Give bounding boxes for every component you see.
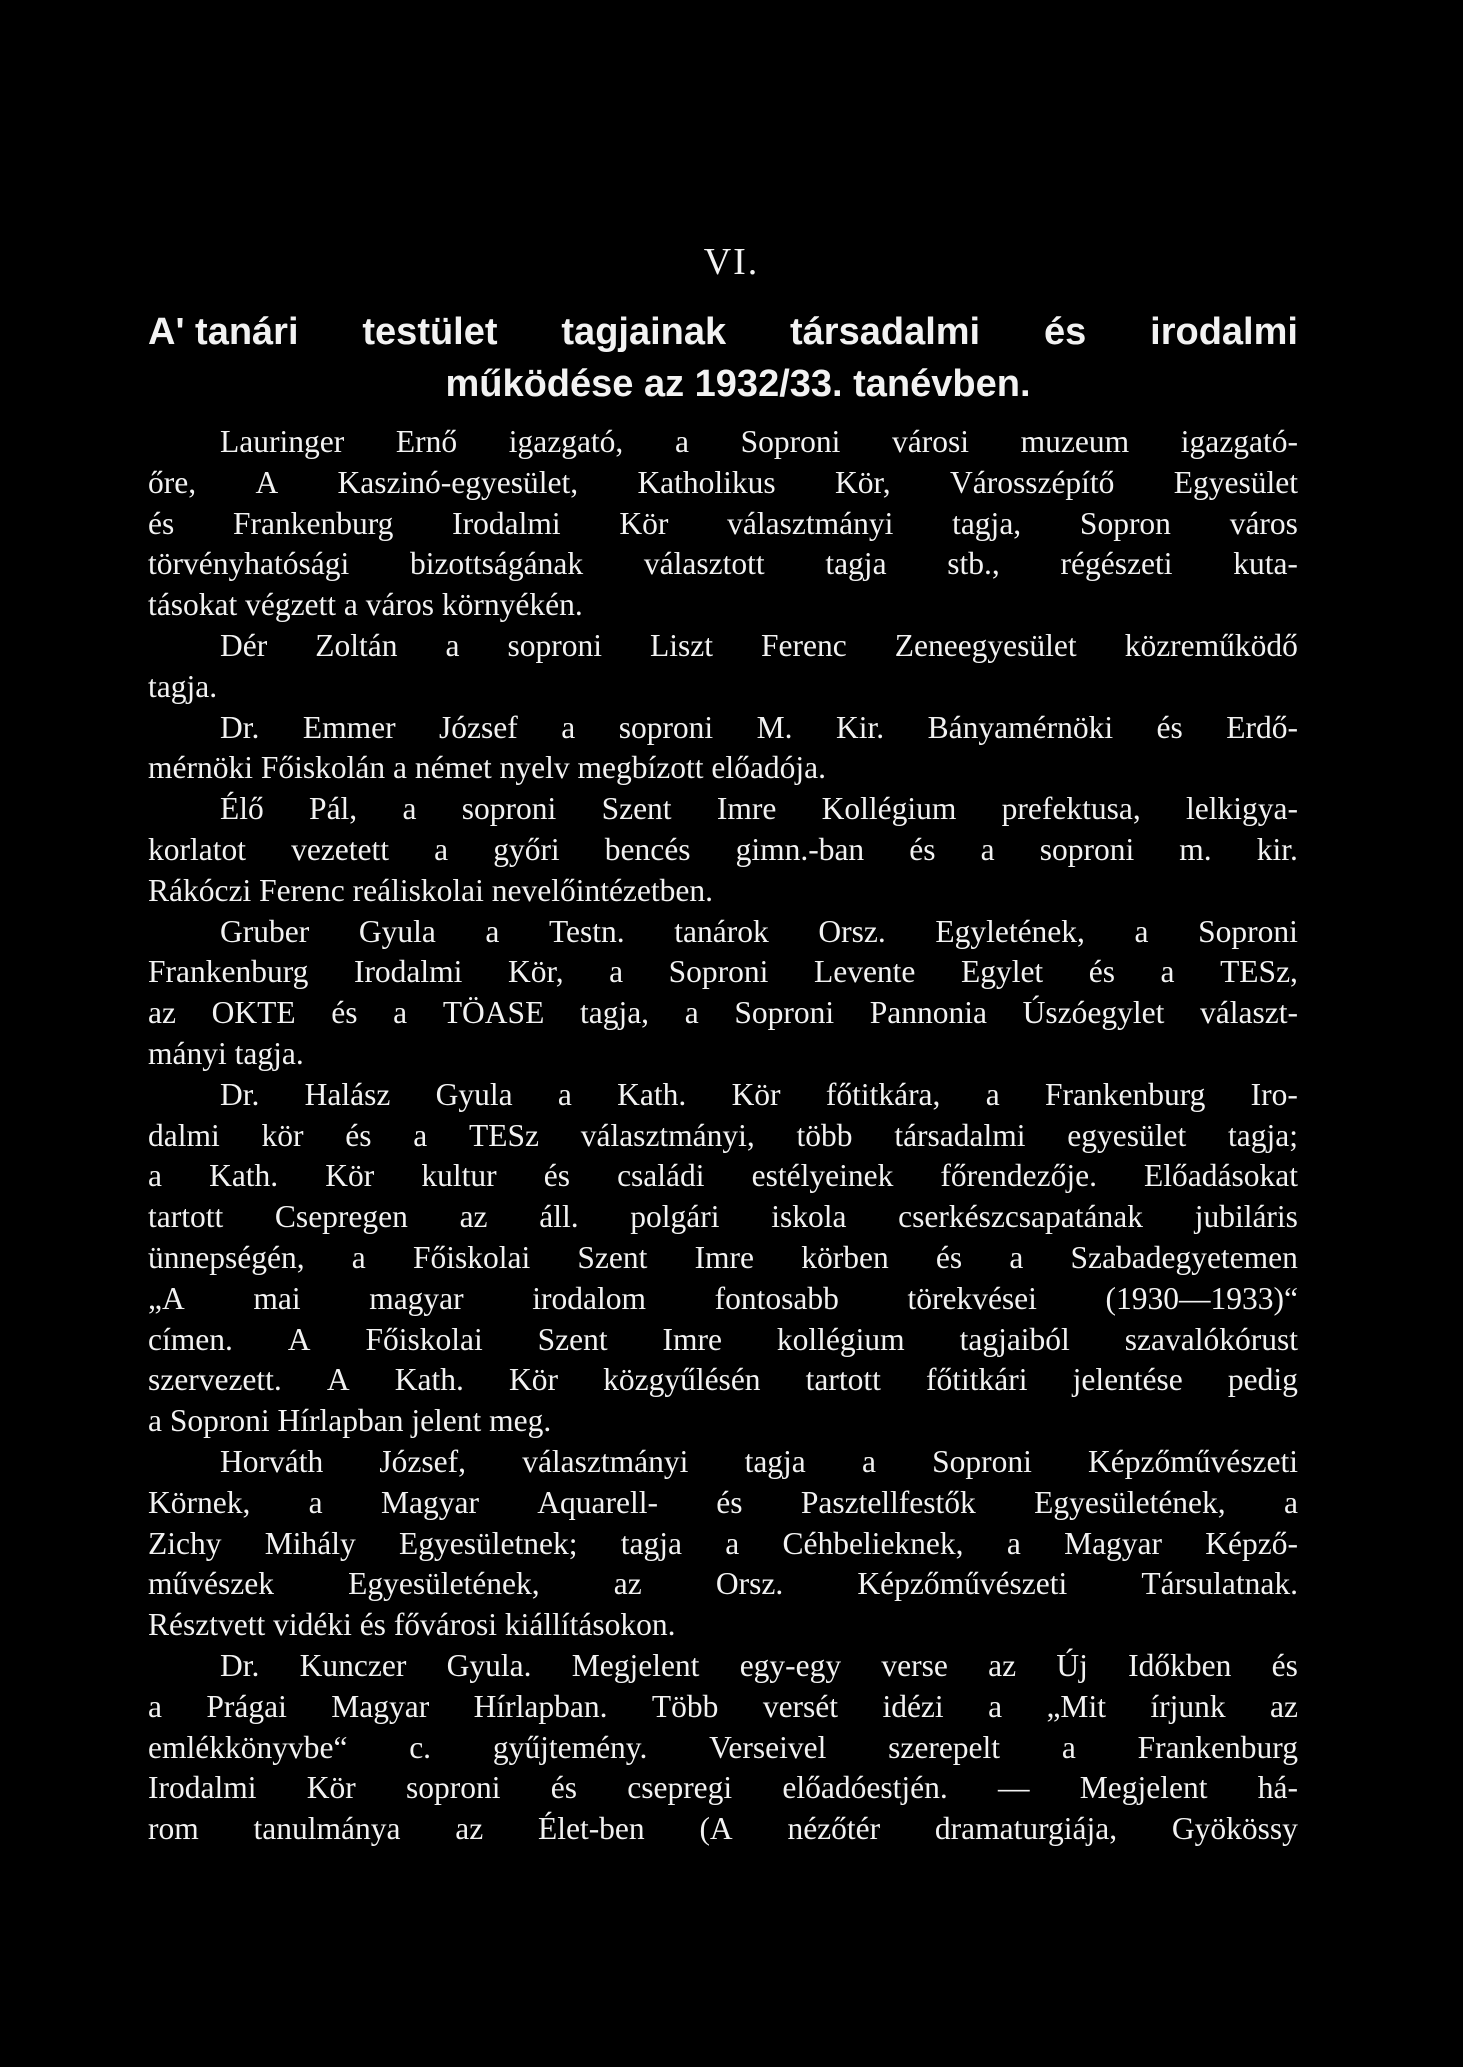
heading-word: és xyxy=(1043,311,1087,353)
text-line: Körnek, a Magyar Aquarell- és Pasztellfestők Egyesületének, a xyxy=(148,1484,1298,1520)
text-line: és Frankenburg Irodalmi Kör választmányi tagja, Sopron város xyxy=(148,505,1298,541)
paragraph-first-line: Dér Zoltán a soproni Liszt Ferenc Zeneegyesület közreműködő xyxy=(220,627,1298,663)
paragraph-first-line: Lauringer Ernő igazgató, a Soproni városi muzeum igazgató- xyxy=(220,424,1298,459)
text-line: mányi tagja. xyxy=(148,1035,304,1071)
text-line: Zichy Mihály Egyesületnek; tagja a Céhbelieknek, a Magyar Képző- xyxy=(148,1525,1298,1561)
text-line: címen. A Főiskolai Szent Imre kollégium tagjaiból szavalókórust xyxy=(148,1321,1298,1357)
text-line: a Prágai Magyar Hírlapban. Több versét idézi a „Mit írjunk az xyxy=(148,1688,1298,1724)
text-line: Irodalmi Kör soproni és csepregi előadóestjén. — Megjelent há- xyxy=(148,1770,1298,1806)
text-line: Rákóczi Ferenc reáliskolai nevelőintézetben. xyxy=(148,872,714,908)
paragraph-first-line: Dr. Emmer József a soproni M. Kir. Bányamérnöki és Erdő- xyxy=(220,709,1298,745)
text-line: Résztvett vidéki és fővárosi kiállításokon. xyxy=(148,1607,676,1643)
body-text xyxy=(148,422,1298,1850)
heading-line-2: működése az 1932/33. tanévben. xyxy=(445,363,1031,405)
chapter-number: VI. xyxy=(703,241,760,283)
section-heading xyxy=(148,306,1298,410)
text-line: törvényhatósági bizottságának választott tagja stb., régészeti kuta- xyxy=(148,546,1298,582)
text-line: művészek Egyesületének, az Orsz. Képzőművészeti Társulatnak. xyxy=(148,1566,1298,1602)
text-line: korlatot vezetett a győri bencés gimn.-ban és a soproni m. kir. xyxy=(148,831,1298,867)
heading-word: irodalmi xyxy=(1150,311,1298,353)
text-line: emlékkönyvbe“ c. gyűjtemény. Verseivel szerepelt a Frankenburg xyxy=(148,1729,1298,1765)
paragraph-first-line: Dr. Kunczer Gyula. Megjelent egy-egy verse az Új Időkben és xyxy=(220,1647,1298,1683)
heading-line-1 xyxy=(148,306,1298,358)
text-line: „A mai magyar irodalom fontosabb törekvései (1930—1933)“ xyxy=(148,1280,1298,1316)
text-line: az OKTE és a TÖASE tagja, a Soproni Pannonia Úszóegylet választ- xyxy=(148,995,1298,1031)
text-line: Frankenburg Irodalmi Kör, a Soproni Levente Egylet és a TESz, xyxy=(148,954,1298,990)
text-line: a Kath. Kör kultur és családi estélyeinek főrendezője. Előadásokat xyxy=(148,1158,1298,1194)
paragraph-first-line: Élő Pál, a soproni Szent Imre Kollégium prefektusa, lelkigya- xyxy=(220,791,1298,827)
heading-word: társadalmi xyxy=(790,311,981,353)
paragraph-first-line: Horváth József, választmányi tagja a Soproni Képzőművészeti xyxy=(220,1443,1298,1479)
text-line: mérnöki Főiskolán a német nyelv megbízott előadója. xyxy=(148,750,826,786)
heading-word: tagjainak xyxy=(561,311,727,353)
text-line: tagja. xyxy=(148,668,218,704)
text-line: őre, A Kaszinó-egyesület, Katholikus Kör, Városszépítő Egyesület xyxy=(148,464,1298,500)
text-line: a Soproni Hírlapban jelent meg. xyxy=(148,1403,552,1439)
paragraph-first-line: Dr. Halász Gyula a Kath. Kör főtitkára, a Frankenburg Iro- xyxy=(220,1076,1298,1112)
text-line: dalmi kör és a TESz választmányi, több társadalmi egyesület tagja; xyxy=(148,1117,1298,1153)
heading-word: A' tanári xyxy=(148,311,299,353)
text-line: ünnepségén, a Főiskolai Szent Imre körben és a Szabadegyetemen xyxy=(148,1239,1298,1275)
text-line: tartott Csepregen az áll. polgári iskola cserkészcsapatának jubiláris xyxy=(148,1199,1298,1235)
text-line: tásokat végzett a város környékén. xyxy=(148,587,583,623)
text-line: rom tanulmánya az Élet-ben (A nézőtér dramaturgiája, Gyökössy xyxy=(148,1811,1298,1847)
text-line: szervezett. A Kath. Kör közgyűlésén tartott főtitkári jelentése pedig xyxy=(148,1362,1298,1398)
heading-word: testület xyxy=(362,311,498,353)
paragraph-first-line: Gruber Gyula a Testn. tanárok Orsz. Egyletének, a Soproni xyxy=(220,913,1298,949)
